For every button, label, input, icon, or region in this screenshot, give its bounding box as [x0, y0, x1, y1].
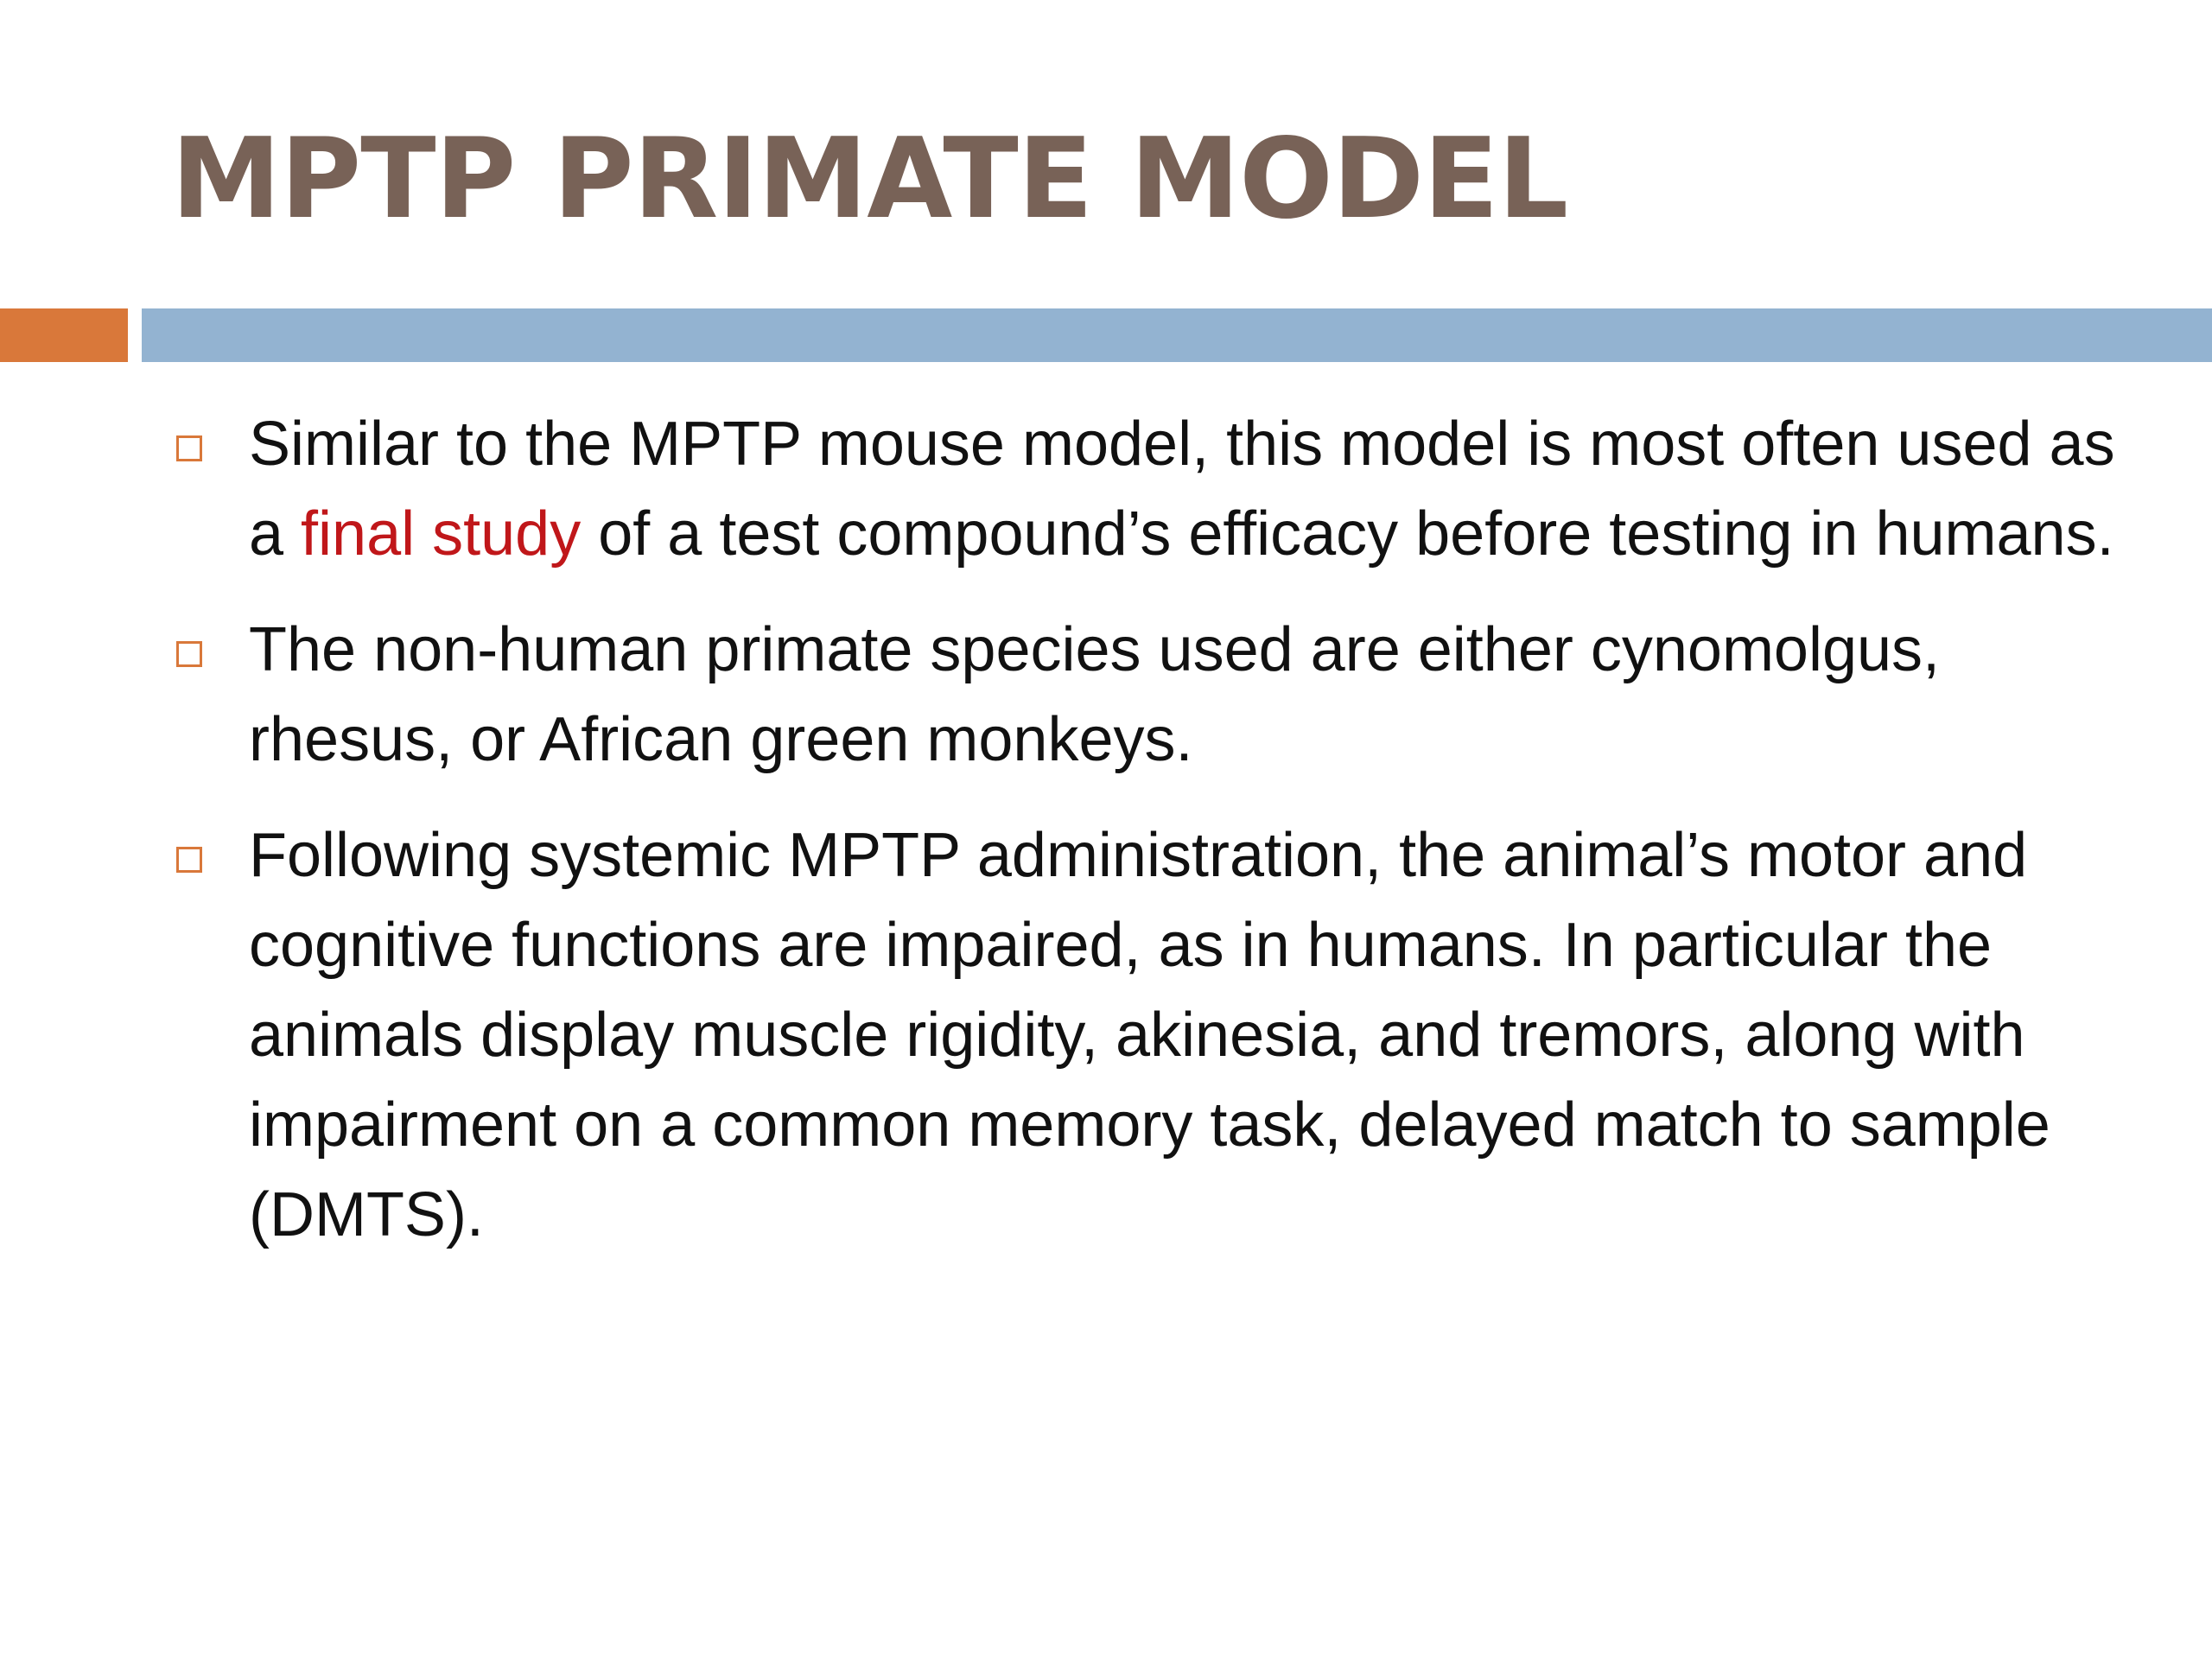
slide-title: MPTP PRIMATE MODEL	[171, 115, 1568, 244]
square-bullet-icon	[176, 435, 202, 461]
bullet-1-text-end: of a test compound’s efficacy before testing in humans.	[581, 499, 2114, 569]
bullet-list	[171, 399, 2115, 1286]
bullet-3-text: Following systemic MPTP administration, the animal’s motor and cognitive functions are impaired, as in humans. In particular the animals display muscle rigidity, akinesia, and tremors, along with impairment on a common memory task, delayed match to sample (DMTS).	[249, 821, 2050, 1249]
square-bullet-icon	[176, 641, 202, 667]
bullet-1-highlight: final study	[301, 499, 582, 569]
accent-bar-orange	[0, 308, 128, 362]
bullet-item-3	[171, 810, 2115, 1260]
accent-bar-blue	[142, 308, 2212, 362]
square-bullet-icon	[176, 847, 202, 873]
bullet-item-2	[171, 605, 2115, 785]
bullet-1-text-start: Similar to the MPTP mouse model, this model is most often used as a	[249, 410, 2115, 569]
bullet-2-text: The non-human primate species used are either cynomolgus, rhesus, or African green monkeys.	[249, 615, 1941, 774]
bullet-item-1	[171, 399, 2115, 579]
